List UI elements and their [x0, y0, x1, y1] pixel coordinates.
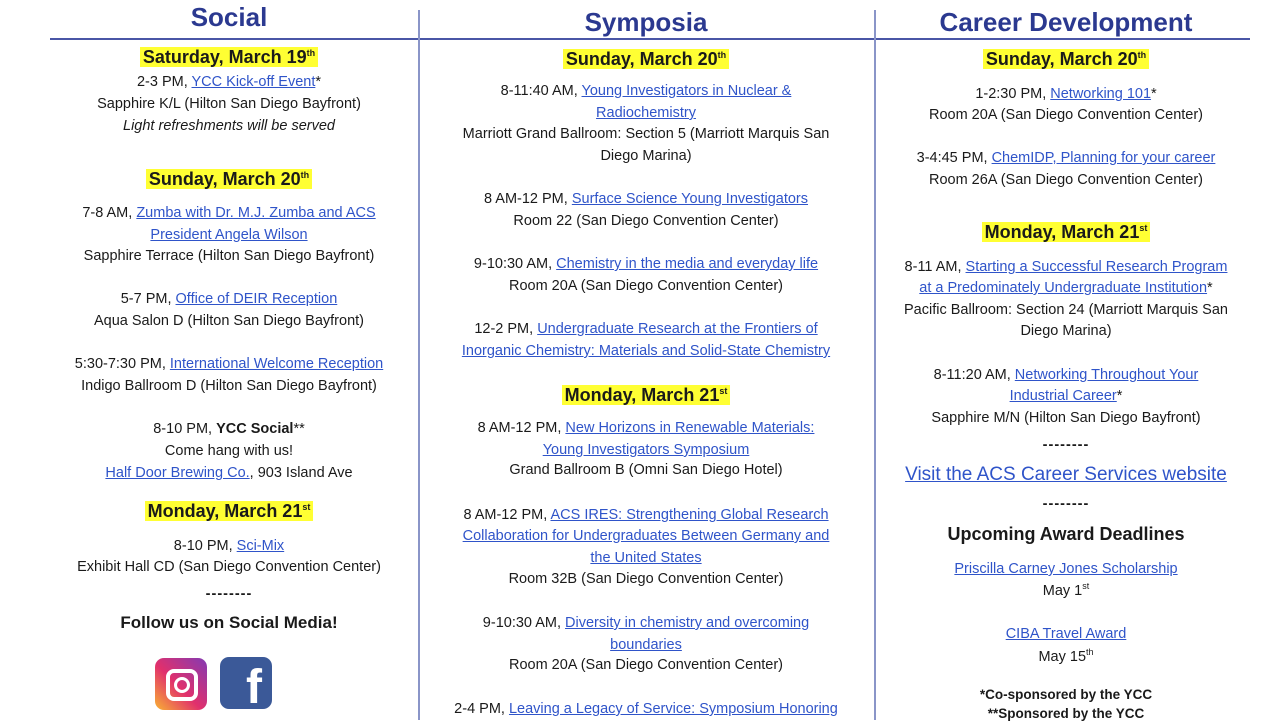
event-line: 12-2 PM, Undergraduate Research at the Frontiers of: [474, 321, 818, 337]
event-line: 8-11:40 AM, Young Investigators in Nuclear &: [500, 83, 792, 99]
date-heading: Monday, March 21st: [420, 383, 872, 407]
event-location: Room 22 (San Diego Convention Center): [513, 213, 779, 229]
social-column: [40, 0, 418, 720]
symposium-link[interactable]: Leaving a Legacy of Service: Symposium Honoring: [508, 701, 838, 717]
divider-dashes: --------: [1042, 437, 1090, 453]
follow-us-text: Follow us on Social Media!: [120, 613, 338, 632]
event-line: 3-4:45 PM, ChemIDP, Planning for your career: [916, 150, 1216, 166]
award-line: [876, 624, 1256, 644]
symposium-link[interactable]: ACS IRES: Strengthening Global Research: [550, 507, 829, 523]
event-location: Half Door Brewing Co., 903 Island Ave: [105, 465, 353, 481]
event-line: [420, 635, 872, 655]
ycc-kickoff-link[interactable]: YCC Kick-off Event: [191, 74, 316, 90]
date-heading: Sunday, March 20th: [876, 47, 1256, 71]
career-heading: Career Development: [939, 7, 1193, 37]
symposium-link[interactable]: Young Investigators in Nuclear &: [581, 83, 792, 99]
award-date: May 15th: [1038, 647, 1094, 665]
networking-101-link[interactable]: Networking 101: [1050, 86, 1152, 102]
research-program-link[interactable]: at a Predominately Undergraduate Institution: [919, 280, 1208, 296]
event-line: 8-11:20 AM, Networking Throughout Your: [933, 367, 1199, 383]
event-line: [420, 103, 872, 123]
footnote: *Co-sponsored by the YCC: [979, 687, 1153, 702]
event-line: 1-2:30 PM, Networking 101*: [975, 86, 1157, 102]
deir-reception-link[interactable]: Office of DEIR Reception: [175, 291, 338, 307]
event-line: [420, 526, 872, 546]
event-line: 9-10:30 AM, Chemistry in the media and everyday life: [473, 256, 819, 272]
event-line: 2-3 PM, YCC Kick-off Event*: [136, 74, 322, 90]
event-line: 8-11 AM, Starting a Successful Research Program: [904, 259, 1228, 275]
symposia-column: [420, 0, 872, 720]
event-location: Sapphire Terrace (Hilton San Diego Bayfront): [83, 248, 375, 264]
event-line: 8-10 PM, YCC Social**: [153, 421, 305, 437]
event-line: 8 AM-12 PM, Surface Science Young Investigators: [483, 191, 809, 207]
event-line: [420, 341, 872, 361]
event-location: Aqua Salon D (Hilton San Diego Bayfront): [93, 313, 364, 329]
event-line: 8-10 PM, Sci-Mix: [173, 538, 285, 554]
symposium-link[interactable]: Chemistry in the media and everyday life: [556, 256, 819, 272]
divider-dashes: --------: [205, 586, 253, 602]
instagram-icon[interactable]: [155, 658, 207, 710]
symposium-link[interactable]: New Horizons in Renewable Materials:: [565, 420, 815, 436]
event-line: 8 AM-12 PM, ACS IRES: Strengthening Global Research: [463, 507, 829, 523]
event-location: Sapphire K/L (Hilton San Diego Bayfront): [97, 96, 361, 112]
date-heading: Monday, March 21st: [876, 220, 1256, 244]
event-location: Grand Ballroom B (Omni San Diego Hotel): [509, 462, 783, 478]
event-note: Light refreshments will be served: [123, 118, 335, 134]
event-line: 7-8 AM, Zumba with Dr. M.J. Zumba and ACS: [82, 205, 376, 221]
event-line: Industrial Career*: [1009, 388, 1123, 404]
symposium-link[interactable]: Inorganic Chemistry: Materials and Solid-State Chemistry: [461, 343, 831, 359]
symposia-heading: Symposia: [584, 7, 708, 37]
chemidp-link[interactable]: ChemIDP, Planning for your career: [991, 150, 1216, 166]
event-location: Room 20A (San Diego Convention Center): [508, 278, 784, 294]
industrial-career-link[interactable]: Networking Throughout Your: [1014, 367, 1199, 383]
sci-mix-link[interactable]: Sci-Mix: [236, 538, 285, 554]
symposium-link[interactable]: Diversity in chemistry and overcoming: [565, 615, 810, 631]
event-line: 2-4 PM, Leaving a Legacy of Service: Symposium Honoring: [454, 701, 838, 717]
footnote: **Sponsored by the YCC: [987, 706, 1145, 721]
zumba-link[interactable]: President Angela Wilson: [150, 227, 308, 243]
event-location: Exhibit Hall CD (San Diego Convention Center): [77, 559, 381, 575]
research-program-link[interactable]: Starting a Successful Research Program: [965, 259, 1228, 275]
event-location: Room 32B (San Diego Convention Center): [508, 571, 784, 587]
date-heading: Monday, March 21st: [40, 499, 418, 523]
event-location: Sapphire M/N (Hilton San Diego Bayfront): [931, 410, 1201, 426]
date-heading: Saturday, March 19th: [40, 45, 418, 69]
event-note: Come hang with us!: [164, 443, 294, 459]
scholarship-link[interactable]: Priscilla Carney Jones Scholarship: [954, 561, 1178, 577]
event-line: [40, 225, 418, 245]
award-date: May 1st: [1042, 581, 1090, 599]
zumba-link[interactable]: Zumba with Dr. M.J. Zumba and ACS: [136, 205, 376, 221]
career-services-link[interactable]: Visit the ACS Career Services website: [905, 464, 1227, 485]
symposium-link[interactable]: Surface Science Young Investigators: [571, 191, 809, 207]
event-location: Marriott Grand Ballroom: Section 5 (Marriott Marquis San: [462, 126, 830, 142]
event-line: 5-7 PM, Office of DEIR Reception: [120, 291, 338, 307]
event-location: Room 26A (San Diego Convention Center): [928, 172, 1204, 188]
ciba-travel-award-link[interactable]: CIBA Travel Award: [1005, 626, 1127, 642]
event-line: 9-10:30 AM, Diversity in chemistry and overcoming: [482, 615, 810, 631]
date-heading: Sunday, March 20th: [420, 47, 872, 71]
divider-dashes: --------: [1042, 496, 1090, 512]
event-location: Room 20A (San Diego Convention Center): [508, 657, 784, 673]
social-heading: Social: [190, 2, 268, 32]
symposium-link[interactable]: boundaries: [610, 637, 682, 653]
industrial-career-link[interactable]: Industrial Career: [1009, 388, 1117, 404]
symposium-link[interactable]: Young Investigators Symposium: [542, 442, 750, 458]
symposium-link[interactable]: Radiochemistry: [596, 105, 696, 121]
event-line: 8 AM-12 PM, New Horizons in Renewable Materials:: [477, 420, 815, 436]
event-line: 5:30-7:30 PM, International Welcome Reception: [74, 356, 384, 372]
international-reception-link[interactable]: International Welcome Reception: [169, 356, 384, 372]
award-line: [876, 559, 1256, 579]
event-location: Diego Marina): [1020, 323, 1112, 339]
symposium-link[interactable]: Collaboration for Undergraduates Between Germany and: [462, 528, 830, 544]
event-location: Pacific Ballroom: Section 24 (Marriott Marquis San: [904, 302, 1228, 318]
half-door-brewing-link[interactable]: Half Door Brewing Co.: [105, 465, 250, 481]
event-location: Indigo Ballroom D (Hilton San Diego Bayfront): [81, 378, 377, 394]
date-heading: Sunday, March 20th: [40, 167, 418, 191]
award-deadlines-heading: Upcoming Award Deadlines: [947, 524, 1185, 544]
career-column: [876, 0, 1256, 720]
event-location: Room 20A (San Diego Convention Center): [928, 107, 1204, 123]
symposium-link[interactable]: Undergraduate Research at the Frontiers of: [537, 321, 818, 337]
event-line: [420, 548, 872, 568]
facebook-icon[interactable]: f: [220, 657, 272, 709]
symposium-link[interactable]: the United States: [590, 550, 702, 566]
career-services-line: [876, 463, 1256, 487]
event-line: [420, 440, 872, 460]
event-location: Diego Marina): [600, 148, 692, 164]
event-line: at a Predominately Undergraduate Institution*: [919, 280, 1213, 296]
